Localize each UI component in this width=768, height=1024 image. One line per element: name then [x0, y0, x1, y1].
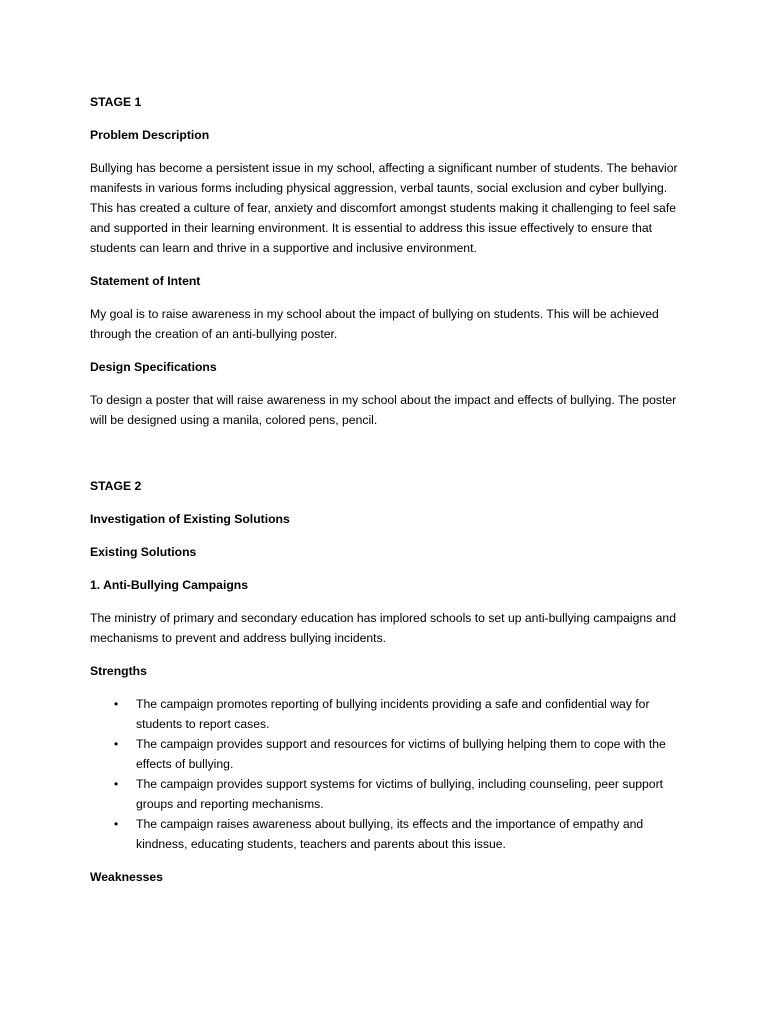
bullet-icon: •	[114, 697, 119, 711]
design-specifications-text: To design a poster that will raise awareness in my school about the impact and effects of bullying. The poster will be designed using a manila, colored pens, pencil.	[90, 393, 677, 427]
list-item	[90, 814, 680, 854]
stage-1-heading: STAGE 1	[90, 95, 142, 109]
list-item	[90, 774, 680, 814]
stage-2-heading: STAGE 2	[90, 479, 142, 493]
weaknesses-heading: Weaknesses	[90, 870, 163, 884]
strength-text: The campaign raises awareness about bullying, its effects and the importance of empathy and kindness, educating students, teachers and parents about this issue.	[136, 817, 644, 851]
existing-solutions-heading: Existing Solutions	[90, 545, 197, 559]
list-item	[90, 734, 680, 774]
strength-text: The campaign provides support systems for victims of bullying, including counseling, peer support groups and reporting mechanisms.	[136, 777, 664, 811]
problem-description-text: Bullying has become a persistent issue in my school, affecting a significant number of students. The behavior manifests in various forms including physical aggression, verbal taunts, social exclusion and cyber bullying. This has created a culture of fear, anxiety and discomfort amongst students making it challenging to feel safe and supported in their learning environment. It is essential to address this issue effectively to ensure that students can learn and thrive in a supportive and inclusive environment.	[90, 161, 678, 255]
design-specifications-heading: Design Specifications	[90, 360, 217, 374]
strengths-heading: Strengths	[90, 664, 147, 678]
bullet-icon: •	[114, 777, 119, 791]
problem-description-heading: Problem Description	[90, 128, 210, 142]
strengths-list	[90, 694, 680, 854]
list-item	[90, 694, 680, 734]
bullet-icon: •	[114, 737, 119, 751]
statement-of-intent-heading: Statement of Intent	[90, 274, 201, 288]
anti-bullying-campaigns-text: The ministry of primary and secondary education has implored schools to set up anti-bullying campaigns and mechanisms to prevent and address bullying incidents.	[90, 611, 676, 645]
anti-bullying-campaigns-heading: 1. Anti-Bullying Campaigns	[90, 578, 248, 592]
strength-text: The campaign provides support and resources for victims of bullying helping them to cope with the effects of bullying.	[136, 737, 666, 771]
document-body	[90, 92, 680, 900]
section-spacer	[90, 443, 680, 476]
statement-of-intent-text: My goal is to raise awareness in my school about the impact of bullying on students. This will be achieved through the creation of an anti-bullying poster.	[90, 307, 659, 341]
bullet-icon: •	[114, 817, 119, 831]
strength-text: The campaign promotes reporting of bullying incidents providing a safe and confidential way for students to report cases.	[136, 697, 650, 731]
investigation-heading: Investigation of Existing Solutions	[90, 512, 290, 526]
